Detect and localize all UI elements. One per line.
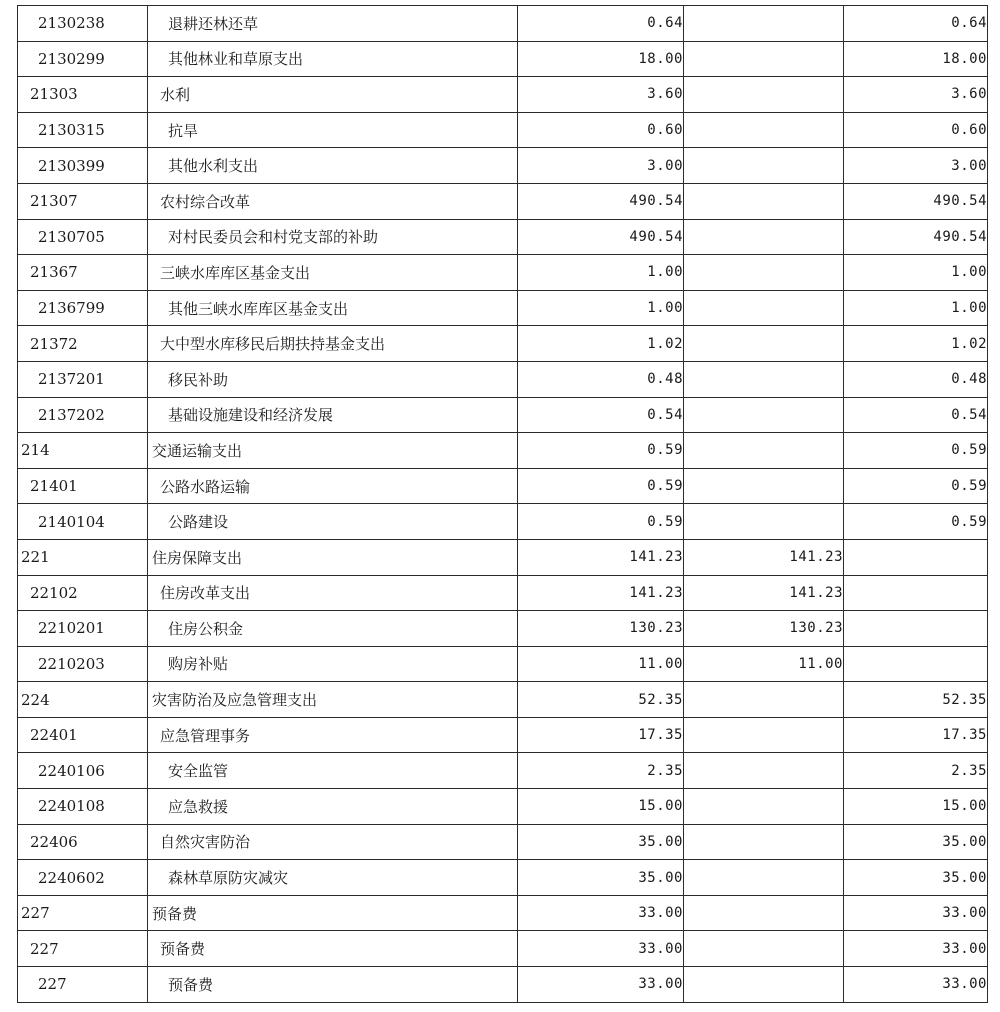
row-basic-cell [684, 504, 844, 540]
row-code-cell: 221 [18, 539, 148, 575]
row-code-cell: 2137201 [18, 361, 148, 397]
table-row [18, 6, 988, 42]
row-total-cell: 0.59 [518, 433, 684, 469]
row-project-cell: 0.59 [844, 504, 988, 540]
table-row [18, 682, 988, 718]
row-code-cell: 21307 [18, 183, 148, 219]
row-code-cell: 22406 [18, 824, 148, 860]
row-basic-cell [684, 148, 844, 184]
row-code-cell: 2210203 [18, 646, 148, 682]
row-basic-cell [684, 77, 844, 113]
row-name-cell: 预备费 [148, 895, 518, 931]
row-basic-cell [684, 361, 844, 397]
row-project-cell: 0.54 [844, 397, 988, 433]
row-basic-cell [684, 967, 844, 1003]
row-project-cell: 1.02 [844, 326, 988, 362]
row-total-cell: 1.00 [518, 255, 684, 291]
row-total-cell: 0.48 [518, 361, 684, 397]
row-project-cell: 3.60 [844, 77, 988, 113]
row-total-cell: 490.54 [518, 219, 684, 255]
row-name-cell: 自然灾害防治 [148, 824, 518, 860]
table-row [18, 895, 988, 931]
row-code-cell: 2136799 [18, 290, 148, 326]
row-total-cell: 3.60 [518, 77, 684, 113]
table-row [18, 967, 988, 1003]
row-basic-cell [684, 6, 844, 42]
row-name-cell: 对村民委员会和村党支部的补助 [148, 219, 518, 255]
row-project-cell: 15.00 [844, 789, 988, 825]
row-code-cell: 2137202 [18, 397, 148, 433]
row-total-cell: 11.00 [518, 646, 684, 682]
row-project-cell: 1.00 [844, 290, 988, 326]
row-name-cell: 其他三峡水库库区基金支出 [148, 290, 518, 326]
row-code-cell: 2130315 [18, 112, 148, 148]
row-total-cell: 0.60 [518, 112, 684, 148]
row-basic-cell [684, 290, 844, 326]
table-row [18, 219, 988, 255]
row-code-cell: 22401 [18, 717, 148, 753]
row-total-cell: 52.35 [518, 682, 684, 718]
row-total-cell: 3.00 [518, 148, 684, 184]
row-project-cell [844, 611, 988, 647]
row-code-cell: 21401 [18, 468, 148, 504]
row-total-cell: 35.00 [518, 860, 684, 896]
row-code-cell: 214 [18, 433, 148, 469]
row-basic-cell [684, 255, 844, 291]
row-project-cell: 0.64 [844, 6, 988, 42]
row-name-cell: 住房改革支出 [148, 575, 518, 611]
row-total-cell: 17.35 [518, 717, 684, 753]
row-project-cell: 33.00 [844, 967, 988, 1003]
row-project-cell: 18.00 [844, 41, 988, 77]
row-name-cell: 交通运输支出 [148, 433, 518, 469]
row-total-cell: 0.59 [518, 504, 684, 540]
row-name-cell: 公路水路运输 [148, 468, 518, 504]
row-code-cell: 21303 [18, 77, 148, 113]
row-basic-cell [684, 717, 844, 753]
budget-table [17, 5, 988, 1003]
table-row [18, 397, 988, 433]
row-name-cell: 安全监管 [148, 753, 518, 789]
row-basic-cell: 141.23 [684, 575, 844, 611]
table-row [18, 931, 988, 967]
row-total-cell: 490.54 [518, 183, 684, 219]
row-basic-cell [684, 112, 844, 148]
row-project-cell: 35.00 [844, 860, 988, 896]
row-code-cell: 21367 [18, 255, 148, 291]
row-project-cell: 17.35 [844, 717, 988, 753]
table-row [18, 860, 988, 896]
row-name-cell: 公路建设 [148, 504, 518, 540]
row-project-cell: 0.59 [844, 433, 988, 469]
row-code-cell: 227 [18, 931, 148, 967]
row-total-cell: 35.00 [518, 824, 684, 860]
row-basic-cell [684, 397, 844, 433]
row-basic-cell: 130.23 [684, 611, 844, 647]
table-row [18, 753, 988, 789]
row-total-cell: 141.23 [518, 575, 684, 611]
row-code-cell: 2240108 [18, 789, 148, 825]
row-basic-cell [684, 824, 844, 860]
row-project-cell: 490.54 [844, 183, 988, 219]
table-row [18, 646, 988, 682]
table-row [18, 539, 988, 575]
row-total-cell: 141.23 [518, 539, 684, 575]
row-project-cell: 33.00 [844, 931, 988, 967]
row-total-cell: 0.54 [518, 397, 684, 433]
row-total-cell: 33.00 [518, 895, 684, 931]
table-row [18, 717, 988, 753]
row-code-cell: 2240106 [18, 753, 148, 789]
row-basic-cell: 141.23 [684, 539, 844, 575]
row-name-cell: 住房公积金 [148, 611, 518, 647]
row-name-cell: 抗旱 [148, 112, 518, 148]
row-total-cell: 1.02 [518, 326, 684, 362]
row-basic-cell [684, 931, 844, 967]
row-basic-cell [684, 789, 844, 825]
table-row [18, 433, 988, 469]
row-project-cell: 0.60 [844, 112, 988, 148]
row-code-cell: 227 [18, 967, 148, 1003]
table-row [18, 504, 988, 540]
row-name-cell: 移民补助 [148, 361, 518, 397]
row-project-cell: 0.59 [844, 468, 988, 504]
row-total-cell: 0.64 [518, 6, 684, 42]
table-row [18, 824, 988, 860]
row-basic-cell [684, 753, 844, 789]
row-code-cell: 2130705 [18, 219, 148, 255]
row-code-cell: 224 [18, 682, 148, 718]
table-row [18, 290, 988, 326]
row-code-cell: 21372 [18, 326, 148, 362]
row-code-cell: 2130238 [18, 6, 148, 42]
budget-table-body [18, 6, 988, 1003]
row-basic-cell [684, 468, 844, 504]
table-row [18, 183, 988, 219]
table-row [18, 611, 988, 647]
row-name-cell: 退耕还林还草 [148, 6, 518, 42]
table-row [18, 148, 988, 184]
row-code-cell: 2130399 [18, 148, 148, 184]
row-total-cell: 130.23 [518, 611, 684, 647]
row-basic-cell [684, 326, 844, 362]
table-row [18, 326, 988, 362]
table-row [18, 575, 988, 611]
row-name-cell: 森林草原防灾减灾 [148, 860, 518, 896]
row-basic-cell [684, 433, 844, 469]
row-code-cell: 2210201 [18, 611, 148, 647]
row-code-cell: 227 [18, 895, 148, 931]
row-total-cell: 2.35 [518, 753, 684, 789]
table-row [18, 789, 988, 825]
row-basic-cell [684, 860, 844, 896]
table-row [18, 468, 988, 504]
row-project-cell: 1.00 [844, 255, 988, 291]
table-row [18, 77, 988, 113]
row-name-cell: 大中型水库移民后期扶持基金支出 [148, 326, 518, 362]
row-project-cell: 52.35 [844, 682, 988, 718]
row-project-cell: 0.48 [844, 361, 988, 397]
row-name-cell: 预备费 [148, 931, 518, 967]
row-project-cell [844, 646, 988, 682]
row-project-cell: 33.00 [844, 895, 988, 931]
row-total-cell: 33.00 [518, 967, 684, 1003]
row-project-cell: 2.35 [844, 753, 988, 789]
row-basic-cell [684, 183, 844, 219]
row-code-cell: 2130299 [18, 41, 148, 77]
row-name-cell: 水利 [148, 77, 518, 113]
table-row [18, 41, 988, 77]
row-name-cell: 住房保障支出 [148, 539, 518, 575]
row-name-cell: 三峡水库库区基金支出 [148, 255, 518, 291]
row-name-cell: 应急救援 [148, 789, 518, 825]
row-total-cell: 0.59 [518, 468, 684, 504]
row-name-cell: 其他林业和草原支出 [148, 41, 518, 77]
row-total-cell: 1.00 [518, 290, 684, 326]
row-total-cell: 18.00 [518, 41, 684, 77]
row-basic-cell [684, 895, 844, 931]
row-name-cell: 基础设施建设和经济发展 [148, 397, 518, 433]
row-basic-cell [684, 682, 844, 718]
row-name-cell: 其他水利支出 [148, 148, 518, 184]
row-basic-cell [684, 219, 844, 255]
row-name-cell: 购房补贴 [148, 646, 518, 682]
row-total-cell: 33.00 [518, 931, 684, 967]
row-name-cell: 农村综合改革 [148, 183, 518, 219]
row-total-cell: 15.00 [518, 789, 684, 825]
row-code-cell: 2240602 [18, 860, 148, 896]
row-basic-cell: 11.00 [684, 646, 844, 682]
row-project-cell: 3.00 [844, 148, 988, 184]
table-row [18, 361, 988, 397]
row-project-cell: 490.54 [844, 219, 988, 255]
table-row [18, 112, 988, 148]
row-name-cell: 应急管理事务 [148, 717, 518, 753]
row-basic-cell [684, 41, 844, 77]
row-code-cell: 22102 [18, 575, 148, 611]
row-name-cell: 灾害防治及应急管理支出 [148, 682, 518, 718]
row-project-cell [844, 575, 988, 611]
row-name-cell: 预备费 [148, 967, 518, 1003]
row-project-cell [844, 539, 988, 575]
row-code-cell: 2140104 [18, 504, 148, 540]
table-row [18, 255, 988, 291]
row-project-cell: 35.00 [844, 824, 988, 860]
